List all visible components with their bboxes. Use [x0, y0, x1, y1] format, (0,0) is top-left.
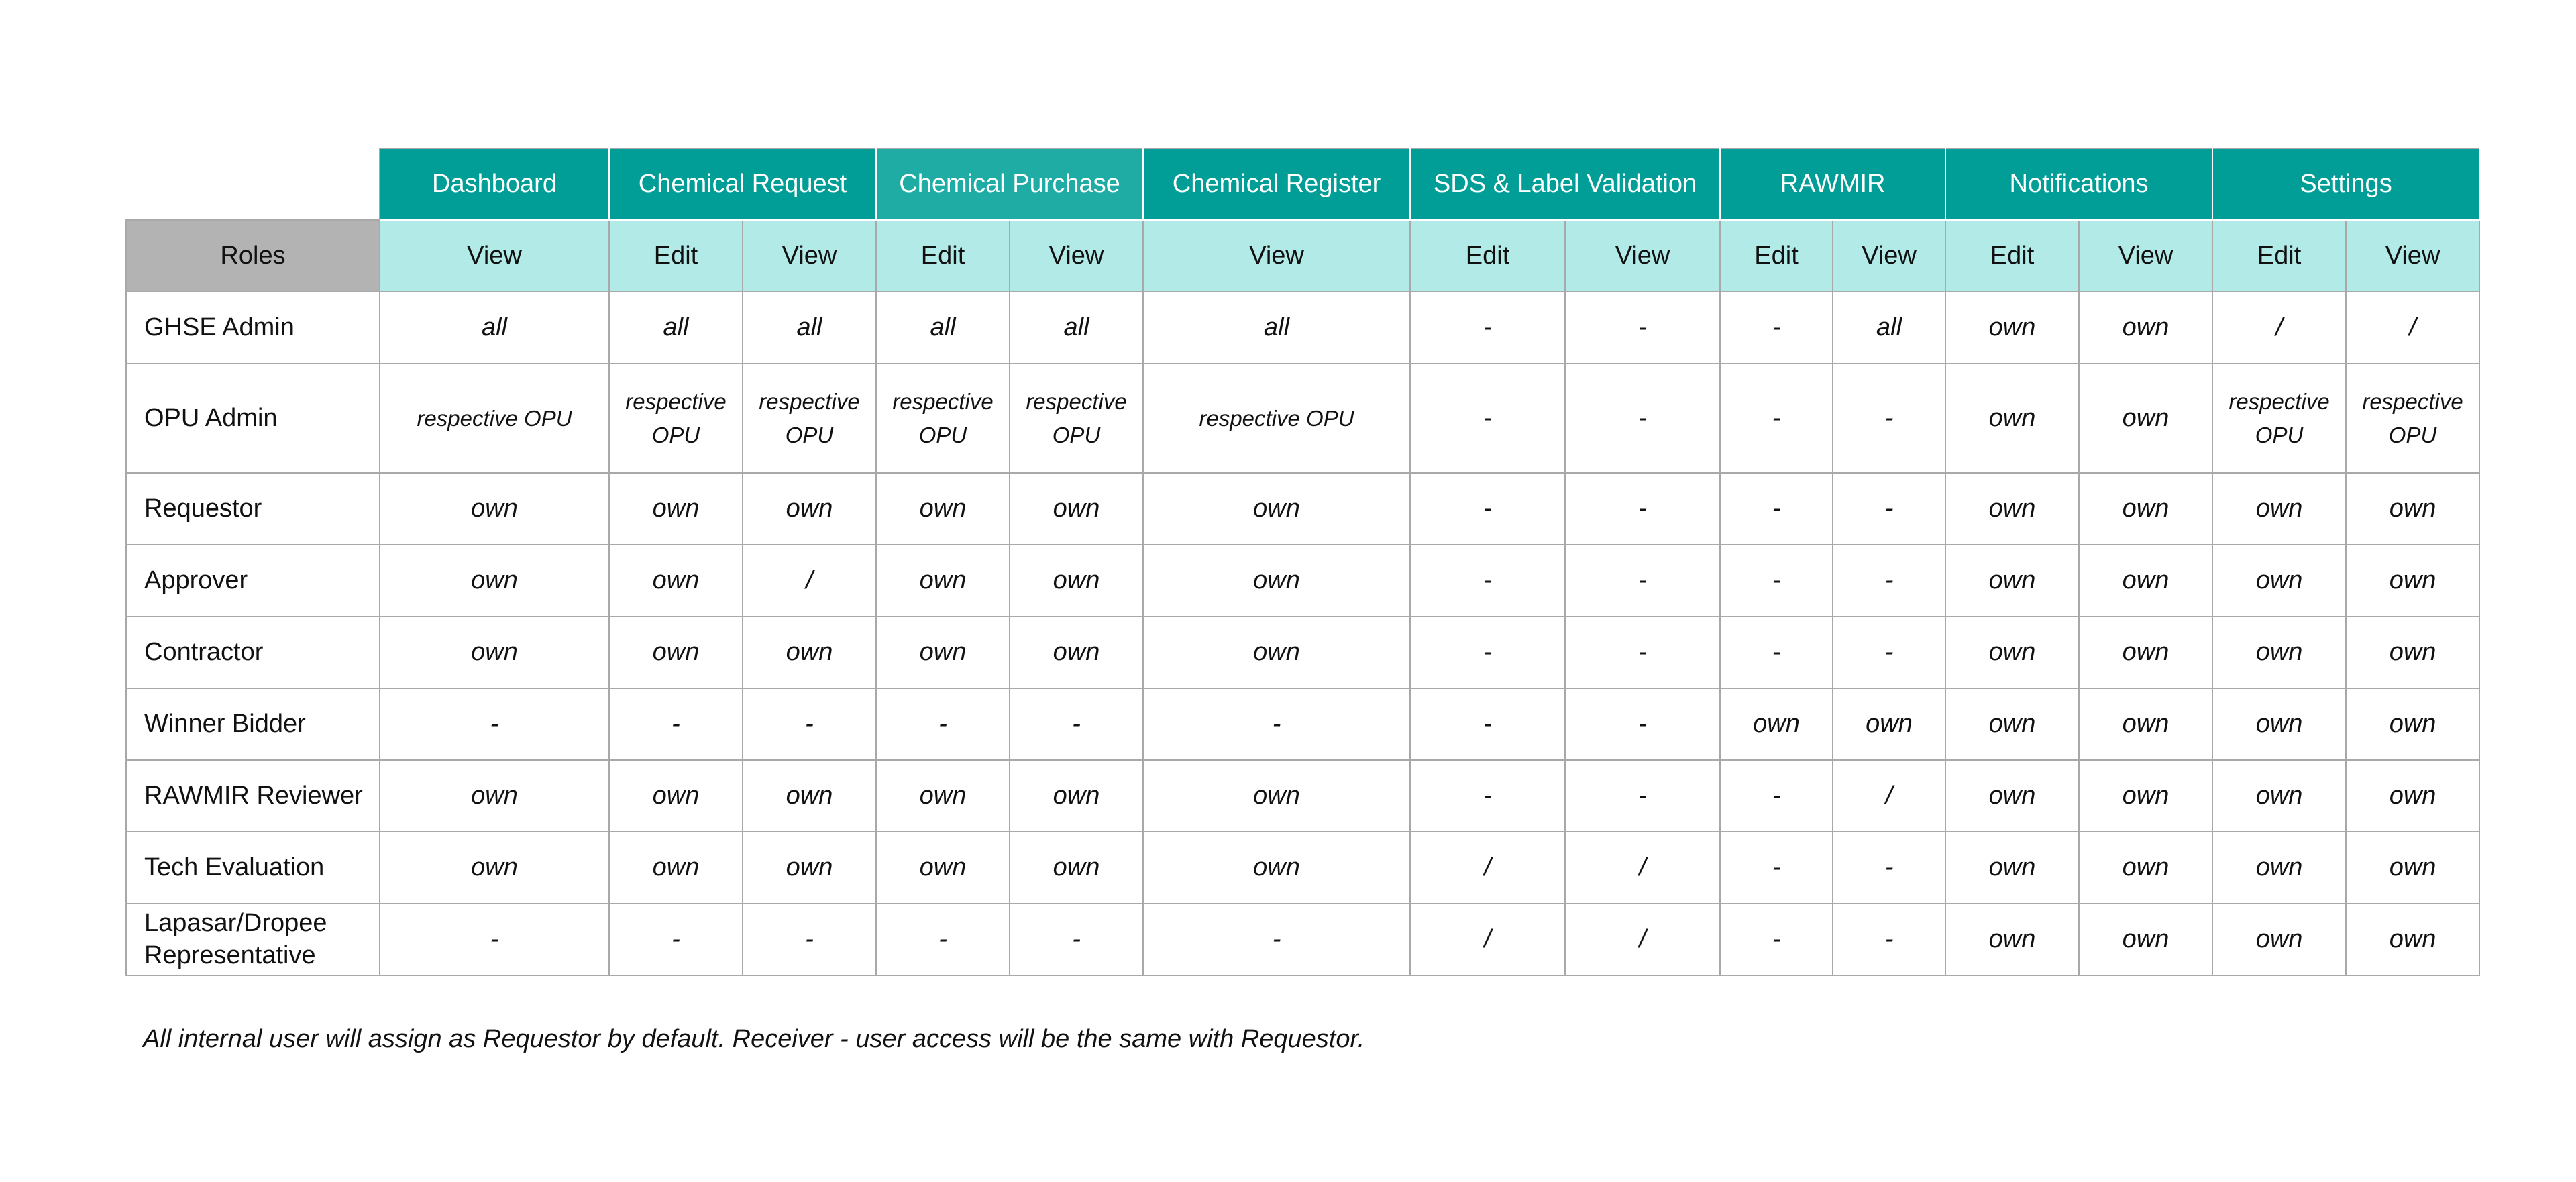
- access-cell: own: [609, 616, 743, 688]
- table-row: [126, 545, 2479, 616]
- access-cell: own: [876, 832, 1010, 904]
- permission-header: Edit: [1410, 220, 1565, 292]
- access-cell: own: [876, 545, 1010, 616]
- access-cell: respective OPU: [743, 364, 876, 473]
- access-cell: own: [2346, 616, 2479, 688]
- module-header-chemical-request: Chemical Request: [609, 148, 876, 220]
- access-cell: -: [1565, 545, 1720, 616]
- access-cell: own: [2079, 616, 2212, 688]
- access-cell: /: [1833, 760, 1945, 832]
- access-cell: respective OPU: [1010, 364, 1143, 473]
- access-cell: own: [743, 473, 876, 545]
- role-rows: [126, 292, 2479, 975]
- access-cell: -: [1833, 545, 1945, 616]
- access-cell: own: [1010, 760, 1143, 832]
- role-name: OPU Admin: [126, 364, 380, 473]
- access-cell: /: [2346, 292, 2479, 364]
- access-cell: -: [876, 904, 1010, 975]
- access-cell: -: [1010, 904, 1143, 975]
- permission-header: Edit: [876, 220, 1010, 292]
- access-cell: own: [380, 832, 609, 904]
- table-row: [126, 760, 2479, 832]
- access-cell: own: [609, 760, 743, 832]
- access-cell: -: [1565, 473, 1720, 545]
- access-cell: /: [1565, 904, 1720, 975]
- permission-header: View: [1143, 220, 1410, 292]
- permission-header: View: [743, 220, 876, 292]
- access-cell: -: [1410, 473, 1565, 545]
- access-cell: respective OPU: [380, 364, 609, 473]
- access-cell: own: [609, 545, 743, 616]
- access-cell: own: [380, 545, 609, 616]
- access-cell: /: [2212, 292, 2346, 364]
- footnote: All internal user will assign as Requestor by default. Receiver - user access will be the same with Requestor.: [143, 1025, 1365, 1053]
- access-cell: all: [743, 292, 876, 364]
- access-cell: own: [609, 832, 743, 904]
- access-cell: own: [380, 473, 609, 545]
- access-cell: own: [2079, 473, 2212, 545]
- access-cell: own: [2079, 545, 2212, 616]
- access-cell: -: [1410, 688, 1565, 760]
- access-cell: -: [1410, 760, 1565, 832]
- access-cell: own: [380, 616, 609, 688]
- access-cell: all: [380, 292, 609, 364]
- permission-header: View: [2079, 220, 2212, 292]
- role-name: GHSE Admin: [126, 292, 380, 364]
- access-cell: -: [1720, 292, 1833, 364]
- role-name: Contractor: [126, 616, 380, 688]
- access-cell: -: [1720, 364, 1833, 473]
- access-cell: own: [2212, 545, 2346, 616]
- access-cell: -: [1720, 545, 1833, 616]
- access-cell: /: [1565, 832, 1720, 904]
- access-cell: /: [743, 545, 876, 616]
- permission-header: View: [2346, 220, 2479, 292]
- access-cell: own: [1945, 832, 2079, 904]
- access-cell: -: [1833, 473, 1945, 545]
- access-cell: -: [1410, 292, 1565, 364]
- table-row: [126, 832, 2479, 904]
- access-cell: -: [876, 688, 1010, 760]
- access-cell: -: [1720, 616, 1833, 688]
- access-cell: respective OPU: [876, 364, 1010, 473]
- module-header-settings: Settings: [2212, 148, 2479, 220]
- access-cell: -: [1565, 616, 1720, 688]
- permission-header: Edit: [609, 220, 743, 292]
- access-cell: own: [743, 760, 876, 832]
- permission-header: Edit: [2212, 220, 2346, 292]
- access-cell: -: [380, 688, 609, 760]
- access-cell: own: [2079, 688, 2212, 760]
- access-cell: -: [743, 688, 876, 760]
- access-cell: own: [1945, 688, 2079, 760]
- access-cell: own: [2212, 832, 2346, 904]
- access-cell: own: [1945, 473, 2079, 545]
- permission-header: Edit: [1945, 220, 2079, 292]
- access-cell: own: [2346, 473, 2479, 545]
- access-cell: own: [2079, 760, 2212, 832]
- access-cell: own: [1720, 688, 1833, 760]
- access-cell: -: [1143, 688, 1410, 760]
- access-cell: own: [1945, 292, 2079, 364]
- access-cell: respective OPU: [2346, 364, 2479, 473]
- access-cell: own: [876, 473, 1010, 545]
- access-cell: own: [2346, 545, 2479, 616]
- access-cell: own: [2079, 904, 2212, 975]
- access-cell: own: [2079, 832, 2212, 904]
- access-cell: -: [1720, 760, 1833, 832]
- table-row: [126, 904, 2479, 975]
- access-cell: -: [1565, 292, 1720, 364]
- access-cell: -: [1720, 904, 1833, 975]
- access-cell: -: [1720, 473, 1833, 545]
- access-cell: all: [1010, 292, 1143, 364]
- access-cell: all: [876, 292, 1010, 364]
- module-header-rawmir: RAWMIR: [1720, 148, 1945, 220]
- access-cell: own: [380, 760, 609, 832]
- access-cell: respective OPU: [2212, 364, 2346, 473]
- access-cell: all: [1833, 292, 1945, 364]
- module-header-chemical-purchase: Chemical Purchase: [876, 148, 1143, 220]
- access-cell: own: [1143, 616, 1410, 688]
- access-cell: all: [1143, 292, 1410, 364]
- access-cell: all: [609, 292, 743, 364]
- module-header-chemical-register: Chemical Register: [1143, 148, 1410, 220]
- table-row: [126, 616, 2479, 688]
- permission-header: View: [1833, 220, 1945, 292]
- module-header-sds-label-validation: SDS & Label Validation: [1410, 148, 1720, 220]
- access-cell: -: [1410, 364, 1565, 473]
- permission-header: View: [1565, 220, 1720, 292]
- access-cell: own: [2212, 904, 2346, 975]
- table-row: [126, 364, 2479, 473]
- access-cell: -: [380, 904, 609, 975]
- access-cell: own: [2346, 688, 2479, 760]
- access-cell: own: [1945, 616, 2079, 688]
- role-name: RAWMIR Reviewer: [126, 760, 380, 832]
- access-cell: own: [1143, 473, 1410, 545]
- access-cell: own: [1010, 473, 1143, 545]
- access-cell: own: [876, 760, 1010, 832]
- access-cell: -: [1833, 616, 1945, 688]
- access-cell: respective OPU: [1143, 364, 1410, 473]
- access-cell: own: [2212, 688, 2346, 760]
- access-cell: own: [2212, 616, 2346, 688]
- access-cell: own: [1833, 688, 1945, 760]
- access-cell: -: [743, 904, 876, 975]
- access-cell: own: [2079, 364, 2212, 473]
- access-cell: -: [1010, 688, 1143, 760]
- access-cell: -: [1410, 545, 1565, 616]
- access-cell: own: [2079, 292, 2212, 364]
- access-cell: own: [1945, 760, 2079, 832]
- access-cell: own: [1143, 545, 1410, 616]
- access-cell: own: [2346, 904, 2479, 975]
- module-header-dashboard: Dashboard: [380, 148, 609, 220]
- access-cell: own: [2212, 473, 2346, 545]
- permission-header: View: [1010, 220, 1143, 292]
- access-cell: -: [609, 688, 743, 760]
- access-cell: respective OPU: [609, 364, 743, 473]
- access-cell: own: [2212, 760, 2346, 832]
- access-cell: own: [1945, 364, 2079, 473]
- access-cell: -: [1143, 904, 1410, 975]
- access-cell: -: [1720, 832, 1833, 904]
- module-header-row: [126, 148, 2479, 220]
- access-cell: -: [1565, 364, 1720, 473]
- access-cell: /: [1410, 832, 1565, 904]
- role-name: Tech Evaluation: [126, 832, 380, 904]
- access-cell: -: [1410, 616, 1565, 688]
- access-cell: own: [1945, 545, 2079, 616]
- role-name: Lapasar/Dropee Representative: [126, 904, 380, 975]
- corner-cell: [126, 148, 380, 220]
- access-cell: own: [609, 473, 743, 545]
- access-cell: own: [876, 616, 1010, 688]
- access-cell: -: [1565, 688, 1720, 760]
- access-cell: own: [2346, 760, 2479, 832]
- access-cell: own: [743, 616, 876, 688]
- role-name: Requestor: [126, 473, 380, 545]
- role-access-matrix: [125, 148, 2480, 976]
- access-cell: own: [1010, 832, 1143, 904]
- access-cell: -: [1833, 364, 1945, 473]
- access-cell: own: [2346, 832, 2479, 904]
- access-cell: own: [1010, 616, 1143, 688]
- access-cell: own: [1143, 760, 1410, 832]
- table-row: [126, 688, 2479, 760]
- role-name: Approver: [126, 545, 380, 616]
- access-cell: own: [1010, 545, 1143, 616]
- role-name: Winner Bidder: [126, 688, 380, 760]
- access-cell: -: [1833, 832, 1945, 904]
- permission-header: Edit: [1720, 220, 1833, 292]
- roles-column-header: Roles: [126, 220, 380, 292]
- permission-header-row: [126, 220, 2479, 292]
- access-cell: own: [743, 832, 876, 904]
- table-row: [126, 292, 2479, 364]
- access-cell: own: [1143, 832, 1410, 904]
- access-cell: -: [1565, 760, 1720, 832]
- access-cell: -: [609, 904, 743, 975]
- permission-header: View: [380, 220, 609, 292]
- module-header-notifications: Notifications: [1945, 148, 2212, 220]
- access-cell: own: [1945, 904, 2079, 975]
- table-row: [126, 473, 2479, 545]
- access-cell: /: [1410, 904, 1565, 975]
- access-cell: -: [1833, 904, 1945, 975]
